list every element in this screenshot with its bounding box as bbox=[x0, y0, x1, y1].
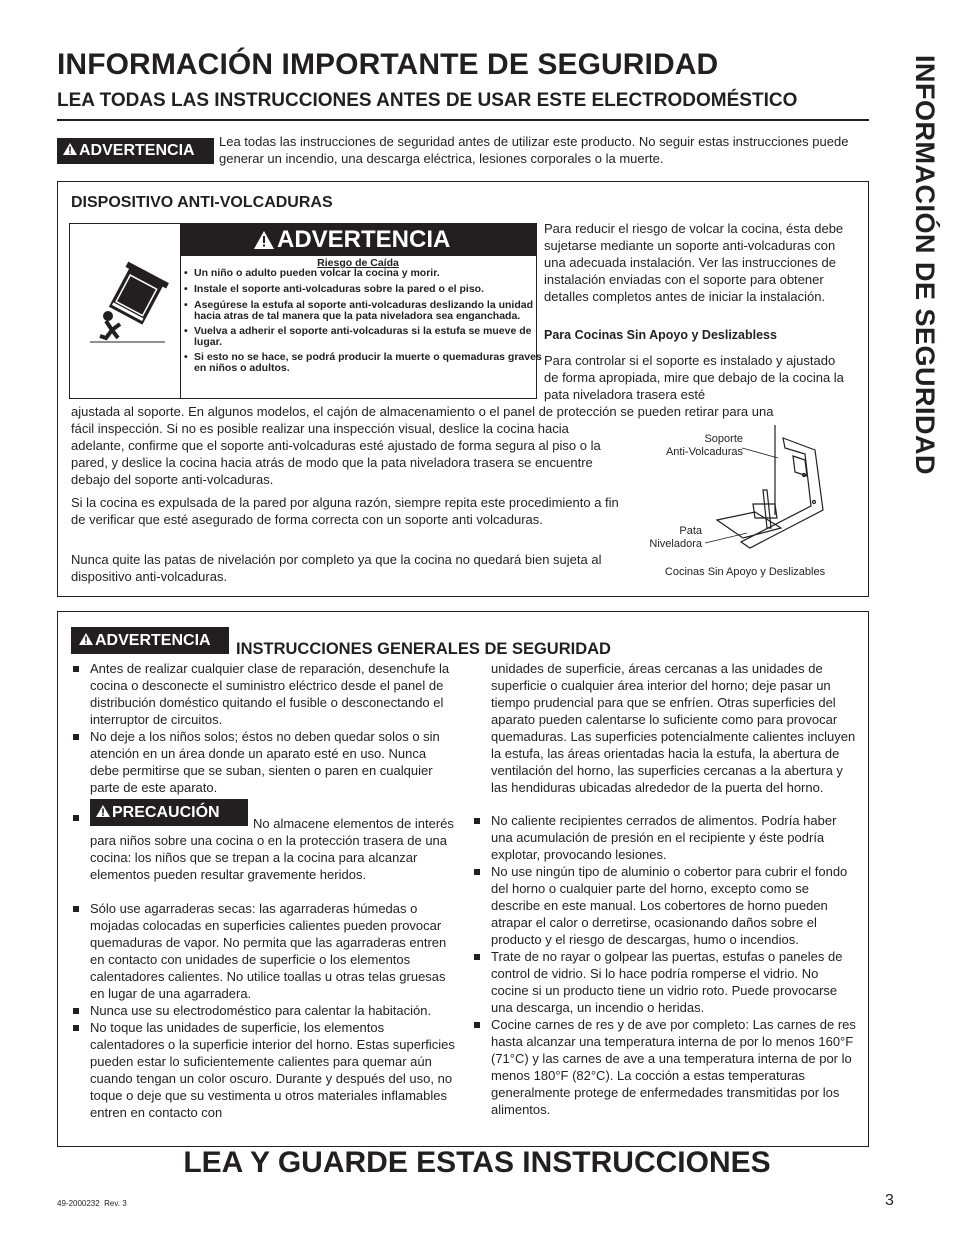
risk-bullet-list bbox=[180, 268, 550, 378]
warning-badge-label: ADVERTENCIA bbox=[79, 142, 195, 159]
safety-item: No use ningún tipo de aluminio o cobertor para cubrir el fondo del horno o cualquier parte del horno, excepto como se describe en este manual. Los cobertores de horno pueden atrapar el calor o derretirse, ocasionando daños sobre el producto y el riesgo de descargas, humo o incendios. bbox=[474, 863, 856, 948]
document-number: 49-2000232 Rev. 3 bbox=[57, 1199, 127, 1208]
page-subtitle: LEA TODAS LAS INSTRUCCIONES ANTES DE USAR ESTE ELECTRODOMÉSTICO bbox=[57, 90, 798, 111]
check-instructions: Para controlar si el soporte es instalado y ajustado de forma apropiada, mire que debajo de la cocina la pata niveladora trasera esté bbox=[544, 353, 844, 402]
top-warning-text: Lea todas las instrucciones de seguridad antes de utilizar este producto. No seguir estas instrucciones puede generar un incendio, una descarga eléctrica, lesiones corporales o la muerte. bbox=[219, 134, 849, 166]
title-divider bbox=[57, 119, 869, 121]
safety-item: Cocine carnes de res y de ave por completo: Las carnes de res hasta alcanzar una temperatura interna de por lo menos 160°F (71°C) y las carnes de ave a una temperatura interna de por lo menos 180°F (82°C). La cocción a estas temperaturas generalmente protege de enfermedades transmitidas por los alimentos. bbox=[474, 1016, 856, 1118]
page-number: 3 bbox=[885, 1192, 894, 1209]
risk-bullet: • Vuelva a adherir el soporte anti-volcaduras si la estufa se mueve de lugar. bbox=[194, 326, 550, 348]
warning-header-label: ADVERTENCIA bbox=[277, 226, 451, 253]
safety-item: No toque las unidades de superficie, los elementos calentadores o la superficie interior del horno. Estas superficies pueden estar lo suficientemente calientes para quemar aún cuando tengan un color oscuro. Durante y después del uso, no toque o deje que su vestimenta u otros materiales inflamables entren en contacto con bbox=[73, 1019, 458, 1121]
warning-triangle-icon bbox=[79, 632, 93, 650]
continuation-text: unidades de superficie, áreas cercanas a las unidades de superficie o cualquier área interior del horno; deje pasar un tiempo prudencial para que se enfríen. Otras superficies del aparato pueden calentarse lo suficiente como para provocar quemaduras. Las superficies potencialmente calientes incluyen la estufa, las áreas orientadas hacia la estufa, la abertura de ventilación del horno, las superficies cercanas a la abertura y las hendiduras ubicadas alrededor de la puerta del horno. bbox=[491, 661, 856, 795]
risk-title: Riesgo de Caída bbox=[317, 257, 399, 269]
caution-bullet bbox=[73, 815, 79, 821]
general-left-list-2 bbox=[73, 900, 458, 1121]
caution-badge-label: PRECAUCIÓN bbox=[112, 803, 220, 821]
leveling-leg-label: Pata Niveladora bbox=[649, 525, 702, 550]
general-warning-badge bbox=[71, 627, 229, 654]
inspection-paragraph: fácil inspección. Si no es posible realizar una inspección visual, deslice la cocina hacia adelante, confirme que el soporte anti-volcaduras esté ajustado de forma segura al piso o la pared, y deslice la cocina hacia atrás de modo que la pata niveladora trasera se encuentre debajo del soporte anti-volcaduras. bbox=[71, 421, 601, 487]
risk-bullet: • Un niño o adulto pueden volcar la cocina y morir. bbox=[194, 268, 550, 279]
safety-item: Antes de realizar cualquier clase de reparación, desenchufe la cocina o desconecte el suministro eléctrico desde el panel de distribución doméstico quitando el fusible o desconectando el interruptor de circuitos. bbox=[73, 660, 458, 728]
side-tab: INFORMACIÓN DE SEGURIDAD bbox=[910, 55, 940, 476]
diagram-caption: Cocinas Sin Apoyo y Deslizables bbox=[664, 566, 826, 578]
warning-triangle-icon bbox=[254, 231, 274, 249]
check-instructions-cont: ajustada al soporte. En algunos modelos, el cajón de almacenamiento o el panel de protección se pueden retirar para una bbox=[71, 404, 774, 419]
safety-item: Nunca use su electrodoméstico para calentar la habitación. bbox=[73, 1002, 458, 1019]
general-heading: INSTRUCCIONES GENERALES DE SEGURIDAD bbox=[236, 640, 611, 658]
bracket-label: Soporte Anti-Volcaduras bbox=[665, 433, 743, 458]
anti-tip-heading: DISPOSITIVO ANTI-VOLCADURAS bbox=[71, 194, 333, 211]
safety-item: No caliente recipientes cerrados de alimentos. Podría haber una acumulación de presión en el recipiente y éste podría explotar, provocando lesiones. bbox=[474, 812, 856, 863]
general-left-list bbox=[73, 660, 458, 796]
risk-bullet: • Asegúrese la estufa al soporte anti-volcaduras deslizando la unidad hacia atras de tal manera que la pata niveladora sea enganchada. bbox=[194, 300, 550, 322]
risk-bullet: • Instale el soporte anti-volcaduras sobre la pared o el piso. bbox=[194, 284, 550, 295]
freestanding-subheading: Para Cocinas Sin Apoyo y Deslizabless bbox=[544, 328, 777, 342]
caution-text: No almacene elementos de interés para niños sobre una cocina o en la protección trasera de una cocina: los niños que se trepan a la cocina para alcanzar elementos pueden resultar gravemente heridos. bbox=[90, 816, 454, 882]
warning-header bbox=[180, 224, 536, 256]
safety-item: No deje a los niños solos; éstos no deben quedar solos o sin atención en un área donde un aparato esté en uso. Nunca debe permitirse que se suban, sienten o paren en cualquier parte de este aparato. bbox=[73, 728, 458, 796]
risk-bullet: • Si esto no se hace, se podrá producir la muerte o quemaduras graves en niños o adultos. bbox=[194, 352, 550, 374]
footer-title: LEA Y GUARDE ESTAS INSTRUCCIONES bbox=[183, 1146, 771, 1179]
general-warning-badge-label: ADVERTENCIA bbox=[95, 631, 211, 649]
tip-over-illustration bbox=[70, 224, 181, 398]
page-title: INFORMACIÓN IMPORTANTE DE SEGURIDAD bbox=[57, 48, 719, 81]
warning-triangle-icon bbox=[63, 142, 77, 160]
anti-tip-bracket-diagram bbox=[625, 420, 865, 590]
leveling-legs-paragraph: Nunca quite las patas de nivelación por completo ya que la cocina no quedará bien sujeta al dispositivo anti-volcaduras. bbox=[71, 552, 602, 584]
warning-badge bbox=[57, 138, 214, 164]
tip-over-warning-box bbox=[69, 223, 542, 399]
safety-item: Sólo use agarraderas secas: las agarraderas húmedas o mojadas colocadas en superficies calientes pueden provocar quemaduras de vapor. No permita que las agarraderas entren en contacto con unidades de superficie o los elementos calentadores calientes. No utilice toallas u otras telas gruesas en lugar de una agarradera. bbox=[73, 900, 458, 1002]
safety-item: Trate de no rayar o golpear las puertas, estufas o paneles de control de vidrio. Si lo hace podría romperse el vidrio. No cocine si un producto tiene un vidrio roto. Puede provocarse una descarga, un incendio o heridas. bbox=[474, 948, 856, 1016]
general-right-list bbox=[474, 812, 856, 1118]
anti-tip-intro: Para reducir el riesgo de volcar la cocina, ésta debe sujetarse mediante un soporte anti-volcaduras con una adecuada instalación. Ver las instrucciones de instalación enviadas con el soporte para obtener detalles completos antes de iniciar la instalación. bbox=[544, 221, 844, 304]
repeat-procedure-paragraph: Si la cocina es expulsada de la pared por alguna razón, siempre repita este procedimiento a fin de verificar que esté asegurado de forma correcta con un soporte anti volcaduras. bbox=[71, 495, 619, 527]
